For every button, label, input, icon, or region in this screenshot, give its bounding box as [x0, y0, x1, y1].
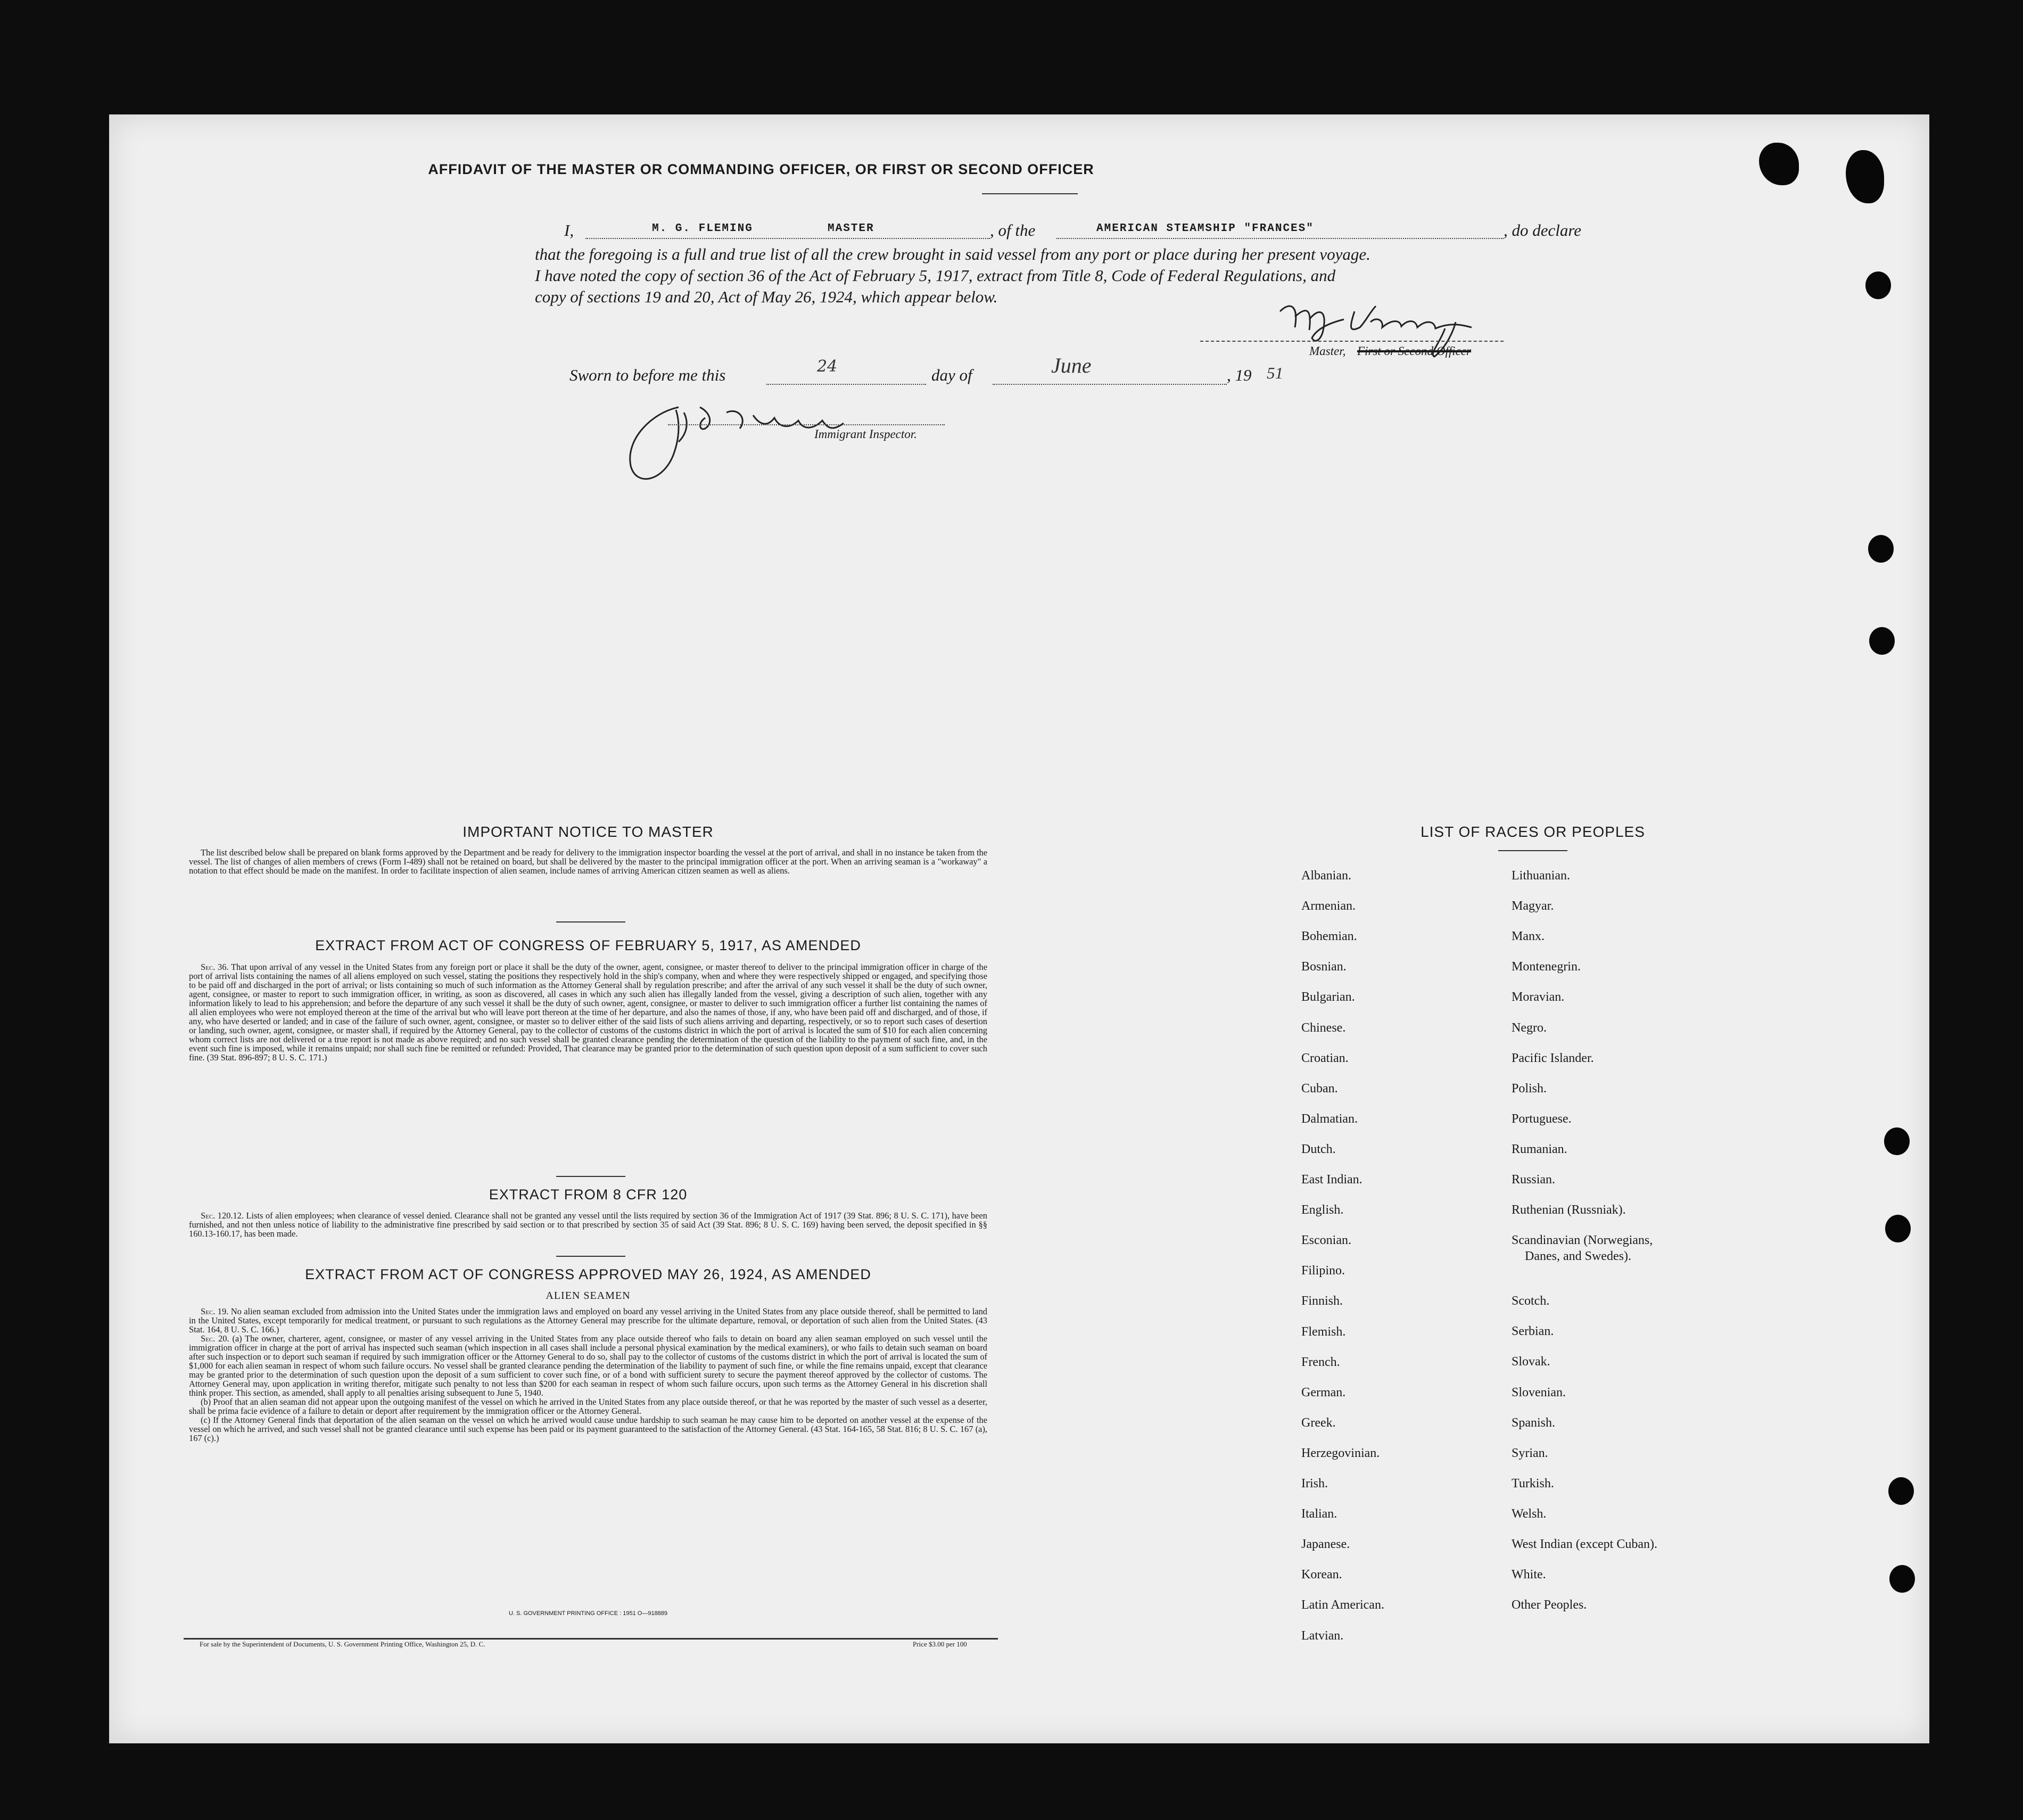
race-item: Albanian. [1301, 869, 1351, 883]
races-title: LIST OF RACES OR PEOPLES [1421, 823, 1645, 840]
year-suffix: 51 [1267, 364, 1283, 382]
struck-officer-label: First or Second Officer [1357, 344, 1471, 358]
day-of-label: day of [931, 366, 972, 384]
notice-body [189, 848, 987, 875]
race-item: Scotch. [1512, 1294, 1550, 1308]
declaration-line-4: copy of sections 19 and 20, Act of May 26, 1924, which appear below. [535, 287, 998, 306]
notice-title: IMPORTANT NOTICE TO MASTER [463, 823, 714, 840]
race-item: Russian. [1512, 1173, 1556, 1187]
race-item: Korean. [1301, 1568, 1342, 1582]
punch-hole [1885, 1215, 1911, 1242]
race-item: French. [1301, 1355, 1340, 1369]
race-item: Portuguese. [1512, 1111, 1572, 1126]
race-item: Armenian. [1301, 899, 1356, 913]
race-item: Dalmatian. [1301, 1111, 1358, 1126]
race-item: Greek. [1301, 1415, 1336, 1430]
race-item: Slovenian. [1512, 1385, 1566, 1399]
extract-cfr-title: EXTRACT FROM 8 CFR 120 [489, 1187, 688, 1203]
extract-1924-title: EXTRACT FROM ACT OF CONGRESS APPROVED MAY 26, 1924, AS AMENDED [305, 1266, 871, 1282]
extract-1917-body [189, 962, 987, 1062]
declaration-line-3: I have noted the copy of section 36 of the Act of February 5, 1917, extract from Title 8, Code of Federal Regulations, and [535, 266, 1336, 285]
race-item: Flemish. [1301, 1324, 1346, 1339]
sec-20-label: Sec. 20. [201, 1333, 229, 1344]
of-the-label: , of the [990, 221, 1036, 240]
race-item: Other Peoples. [1512, 1598, 1587, 1612]
race-item: Lithuanian. [1512, 869, 1570, 883]
race-item: Dutch. [1301, 1142, 1336, 1156]
race-item: German. [1301, 1385, 1346, 1399]
race-item: Herzegovinian. [1301, 1446, 1380, 1460]
punch-hole [1868, 535, 1894, 563]
sec-19-text: No alien seaman excluded from admission into the United States under the immigration laws and employed on board any vessel arriving in the United States from any place outside thereof, shall be permitted to land in the United States, except temporarily for medical treatment, or pursuant to such regulations as the Attorney General may prescribe for the ultimate departure, removal, or deportation of such alien from the United States. (43 Stat. 164, 8 U. S. C. 166.) [189, 1306, 987, 1335]
master-name: M. G. FLEMING [652, 223, 753, 235]
race-item: Syrian. [1512, 1446, 1548, 1460]
race-item: English. [1301, 1203, 1344, 1217]
sec-20c-text: (c) If the Attorney General finds that deportation of the alien seaman on the vessel on which he arrived would cause undue hardship to such seaman he may cause him to be deported on another vessel at the expense of the vessel on which he arrived, and such vessel shall not be granted clearance until such expense has been paid or its payment guaranteed to the satisfaction of the Attorney General. (43 Stat. 164-165, 58 Stat. 816; 8 U. S. C. 167 (a), 167 (c).) [189, 1415, 987, 1443]
master-rank: MASTER [828, 223, 874, 235]
race-item: Croatian. [1301, 1051, 1349, 1065]
race-item: Rumanian. [1512, 1142, 1567, 1156]
race-item: Chinese. [1301, 1020, 1346, 1035]
race-item: Cuban. [1301, 1081, 1338, 1096]
sworn-label: Sworn to before me this [569, 366, 726, 384]
extract-cfr-rule [556, 1256, 625, 1257]
race-item: Ruthenian (Russniak). [1512, 1203, 1626, 1217]
affidavit-title: AFFIDAVIT OF THE MASTER OR COMMANDING OFFICER, OR FIRST OR SECOND OFFICER [428, 161, 1094, 177]
vessel-name: AMERICAN STEAMSHIP "FRANCES" [1096, 223, 1314, 235]
race-item: East Indian. [1301, 1173, 1363, 1187]
race-item: West Indian (except Cuban). [1512, 1537, 1657, 1551]
sec-20a-text: (a) The owner, charterer, agent, consignee, or master of any vessel arriving in the United States from any place outside thereof who fails to detain on board any alien seaman employed on such vessel until the immigration officer in charge at the port of arrival has inspected such seaman (which inspection in all cases shall include a personal physical examination by the medical examiners), or who fails to detain such seaman on board after such inspection or to deport such seaman if required by such immigration officer or the Attorney General to do so, shall pay to the collector of customs of the customs district in which the port of arrival is located the sum of $1,000 for each alien seaman in respect of whom such failure occurs. No vessel shall be granted clearance pending the determination of the liability to payment of such fine, or while the fine remains unpaid, except that clearance may be granted prior to the determination of such question upon the deposit of a sum sufficient to cover such fine, or of a bond with sufficient surety to secure the payment thereof approved by the collector of customs. The Attorney General may, upon application in writing therefor, mitigate such penalty to not less than $200 for each seaman in respect of whom such failure occurs, upon such terms as the Attorney General in his discretion shall think proper. This section, as amended, shall apply to all penalties arising subsequent to June 5, 1940. [189, 1333, 987, 1398]
race-item: Latin American. [1301, 1598, 1384, 1612]
race-item: Scandinavian (Norwegians, [1512, 1233, 1653, 1248]
punch-hole [1869, 627, 1895, 655]
race-item: Pacific Islander. [1512, 1051, 1594, 1065]
race-item: Italian. [1301, 1507, 1337, 1521]
footer-sale-note: For sale by the Superintendent of Documents, U. S. Government Printing Office, Washington 25, D. C. [200, 1640, 485, 1648]
sec-36-label: Sec. 36. [201, 962, 229, 972]
extract-1917-title: EXTRACT FROM ACT OF CONGRESS OF FEBRUARY 5, 1917, AS AMENDED [315, 937, 861, 953]
race-item: Welsh. [1512, 1506, 1547, 1521]
race-item: Spanish. [1512, 1415, 1556, 1430]
notice-text: The list described below shall be prepared on blank forms approved by the Department and be ready for delivery to the immigration inspector boarding the vessel at the port of arrival, and shall in no instance be taken from the vessel. The list of changes of alien members of crews (Form I-489) shall not be retained on board, but shall be delivered by the master to the principal immigration officer at the port. When an arriving seaman is a "workaway" a notation to that effect should be made on the manifest. In order to facilitate inspection of alien seamen, include names of arriving American citizen seamen as well as aliens. [189, 847, 987, 876]
sec-120-label: Sec. 120.12. [201, 1210, 244, 1221]
race-item: Filipino. [1301, 1264, 1345, 1278]
document-page [109, 114, 1929, 1743]
footer-price: Price $3.00 per 100 [913, 1640, 967, 1648]
master-title-label: Master, [1309, 344, 1346, 358]
do-declare-label: , do declare [1504, 221, 1582, 240]
sec-19-label: Sec. 19. [201, 1306, 229, 1316]
punch-hole [1884, 1127, 1910, 1155]
race-item: Magyar. [1512, 899, 1554, 913]
name-line [585, 238, 990, 239]
race-item: Esconian. [1301, 1233, 1351, 1248]
race-item: Turkish. [1512, 1476, 1554, 1490]
punch-hole [1888, 1477, 1914, 1505]
sec-20b-text: (b) Proof that an alien seaman did not appear upon the outgoing manifest of the vessel on which he arrived in the United States from any place outside thereof, or that he was reported by the master of such vessel as a deserter, shall be prima facie evidence of a failure to detain or deport after requirement by the immigration officer or the Attorney General. [189, 1397, 987, 1416]
inspector-label: Immigrant Inspector. [814, 427, 917, 441]
race-item: Bohemian. [1301, 929, 1357, 944]
race-item: Danes, and Swedes). [1525, 1249, 1631, 1264]
race-item: Montenegrin. [1512, 960, 1581, 974]
sworn-month: June [1051, 353, 1092, 377]
race-item: Negro. [1512, 1020, 1547, 1035]
sec-120-text: Lists of alien employees; when clearance of vessel denied. Clearance shall not be granted any vessel until the lists required by section 36 of the Immigration Act of 1917 (39 Stat. 896; 8 U. S. C. 171), have been furnished, and not then unless notice of liability to the administrative fine prescribed by said section or to that prescribed by section 35 of said Act (39 Stat. 896; 8 U. S. C. 169) having been served, the deposit specified in §§ 160.13-160.17, has been made. [189, 1210, 987, 1239]
i-label: I, [564, 221, 574, 240]
punch-hole [1865, 271, 1891, 299]
vessel-line [1056, 238, 1504, 239]
race-item: Bosnian. [1301, 960, 1347, 974]
punch-hole [1889, 1565, 1915, 1593]
gpo-imprint: U. S. GOVERNMENT PRINTING OFFICE : 1951 O—918889 [508, 1610, 668, 1617]
race-item: Slovak. [1512, 1355, 1550, 1369]
extract-cfr-body [189, 1211, 987, 1238]
race-item: Manx. [1512, 929, 1545, 944]
races-rule [1498, 850, 1567, 851]
footer-rule [184, 1638, 998, 1640]
race-item: Polish. [1512, 1081, 1547, 1096]
race-item: Japanese. [1301, 1537, 1350, 1552]
declaration-line-2: that the foregoing is a full and true list of all the crew brought in said vessel from any port or place during her present voyage. [535, 245, 1370, 263]
title-rule [982, 193, 1078, 194]
race-item: Serbian. [1512, 1324, 1554, 1339]
race-item: Bulgarian. [1301, 990, 1355, 1004]
inspector-sign-line [668, 424, 945, 425]
race-item: Moravian. [1512, 990, 1565, 1004]
extract-1917-rule [556, 1176, 625, 1177]
day-line [766, 384, 926, 385]
race-item: Irish. [1301, 1477, 1328, 1490]
master-sign-line [1200, 341, 1504, 342]
year-prefix: , 19 [1227, 366, 1252, 384]
sworn-day: 24 [817, 357, 838, 376]
notice-rule [556, 921, 625, 923]
extract-1924-body [189, 1307, 987, 1443]
alien-seamen-subtitle: ALIEN SEAMEN [546, 1290, 631, 1302]
race-item: Latvian. [1301, 1628, 1344, 1643]
sec-36-text: That upon arrival of any vessel in the United States from any foreign port or place it shall be the duty of the owner, agent, consignee, or master thereof to deliver to the principal immigration officer in charge of the port of arrival lists containing the names of all aliens employed on such vessel, stating the positions they respectively hold in the ship's company, when and where they were respectively shipped or engaged, and specifying those to be paid off and discharged in the port of arrival; or lists containing so much of such information as the Attorney General shall by regulation prescribe; and after the arrival of any such vessel it shall be the duty of such owner, agent, consignee, or master to report to such immigration officer, in writing, as soon as discovered, all cases in which any such alien has illegally landed from the vessel, giving a description of such alien, together with any information likely to lead to his apprehension; and before the departure of any such vessel it shall be the duty of such owner, agent, consignee, or master to deliver to such immigration officer a further list containing the names of all alien employees who were not employed thereon at the time of the arrival but who will leave port thereon at the time of her departure, and also the names of those, if any, who have been paid off and discharged, and of those, if any, who have deserted or landed; and in case of the failure of such owner, agent, consignee, or master so to deliver either of the said lists of such aliens arriving and departing, respectively, or so to report such cases of desertion or landing, such owner, agent, consignee, or master shall, if required by the Attorney General, pay to the collector of customs of the customs district in which the port of arrival is located the sum of $10 for each alien concerning whom correct lists are not delivered or a true report is not made as above required; and no such vessel shall be granted clearance pending the determination of the question of the liability to the payment of such fine, and, in the event such fine is imposed, while it remains unpaid; nor shall such fine be remitted or refunded: Provided, That clearance may be granted prior to the determination of such question upon deposit of a sum sufficient to cover such fine. (39 Stat. 896-897; 8 U. S. C. 171.) [189, 962, 987, 1063]
race-item: Finnish. [1301, 1294, 1343, 1308]
race-item: White. [1512, 1568, 1546, 1582]
month-line [993, 384, 1227, 385]
inspector-signature [620, 391, 860, 498]
